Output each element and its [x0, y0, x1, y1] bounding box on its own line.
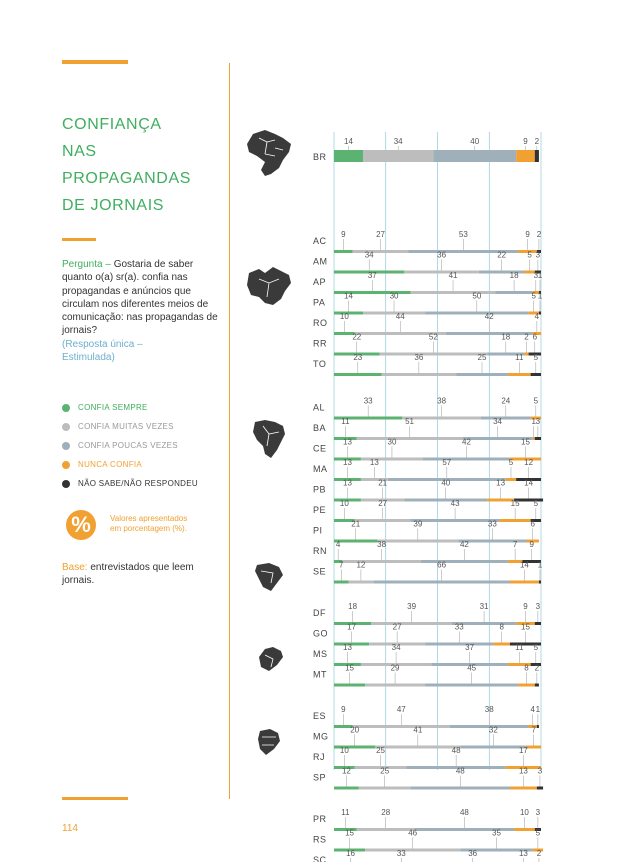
data-label: 32: [488, 725, 498, 735]
bar-segment: [365, 684, 425, 687]
bar-segment: [404, 271, 479, 274]
data-label: 13: [369, 458, 379, 467]
row-label: PI: [313, 525, 323, 536]
data-label: 43: [450, 499, 460, 508]
data-label: 36: [414, 353, 424, 362]
row-label: MA: [313, 464, 328, 474]
data-label: 35: [492, 828, 501, 838]
bar-segment: [411, 787, 510, 790]
data-label: 37: [465, 643, 475, 652]
row-label: PE: [313, 505, 327, 515]
data-label: 13: [343, 437, 352, 447]
bar-segment: [357, 437, 463, 440]
data-label: 5: [533, 353, 539, 362]
data-label: 38: [437, 396, 447, 406]
bar-segment: [334, 787, 359, 790]
legend-label: NÃO SABE/NÃO RESPONDEU: [78, 479, 198, 488]
row-label: TO: [313, 359, 327, 369]
row-label: CE: [313, 443, 327, 454]
bar-segment: [355, 519, 411, 522]
data-label: 7: [339, 560, 344, 570]
data-label: 33: [487, 519, 497, 529]
bar-segment: [375, 746, 460, 749]
row-label: MS: [313, 649, 328, 659]
data-label: 50: [472, 291, 482, 301]
data-label: 6: [530, 519, 535, 529]
data-label: 24: [501, 396, 511, 406]
bar-segment: [342, 560, 421, 563]
page-number: 114: [62, 823, 78, 834]
data-label: 52: [428, 332, 438, 342]
row-label: PA: [313, 297, 326, 308]
bar-segment: [500, 519, 531, 522]
bar-segment: [510, 581, 539, 584]
data-label: 5: [533, 643, 539, 652]
data-label: 2: [536, 230, 542, 239]
data-label: 13: [496, 478, 506, 488]
data-label: 8: [524, 663, 529, 673]
data-label: 40: [470, 137, 480, 146]
bar-segment: [377, 540, 458, 543]
data-label: 13: [343, 478, 352, 488]
bar-segment: [411, 291, 496, 294]
bar-segment: [359, 787, 411, 790]
bar-segment: [539, 312, 541, 315]
data-label: 3: [535, 602, 541, 611]
data-label: 37: [367, 271, 377, 280]
row-label: RR: [313, 338, 327, 349]
data-label: 17: [347, 622, 357, 632]
legend-label: CONFIA POUCAS VEZES: [78, 441, 178, 450]
row-label: RJ: [313, 752, 325, 762]
data-label: 9: [523, 137, 528, 146]
bar-segment: [446, 332, 533, 335]
row-label: AM: [313, 256, 328, 267]
row-label: GO: [313, 628, 329, 639]
data-label: 34: [393, 137, 403, 146]
row-label: BR: [313, 152, 327, 162]
question-note: (Resposta única – Estimulada): [62, 338, 143, 364]
question-text: Gostaria de saber quanto o(a) sr(a). confia nas propagandas e anúncios que circulam nos diferentes meios de comunicação: nas propagandas de jornais?: [62, 259, 218, 337]
data-label: 5: [531, 291, 536, 301]
bar-segment: [357, 828, 415, 831]
data-label: 13: [343, 643, 352, 652]
row-label: RN: [313, 546, 327, 556]
data-label: 2: [534, 137, 540, 146]
data-label: 15: [521, 437, 530, 447]
data-label: 12: [341, 766, 351, 776]
row-label: PR: [313, 814, 327, 824]
bar-segment: [353, 250, 409, 253]
data-label: 14: [344, 137, 353, 146]
data-label: 7: [531, 725, 536, 735]
data-label: 46: [408, 828, 418, 838]
bar-segment: [516, 150, 535, 162]
bar-segment: [535, 622, 541, 625]
bar-segment: [510, 787, 537, 790]
data-label: 44: [395, 312, 405, 321]
data-label: 21: [351, 519, 361, 529]
data-label: 3: [535, 417, 541, 426]
bar-segment: [514, 828, 535, 831]
data-label: 15: [521, 622, 530, 632]
legend-label: CONFIA MUITAS VEZES: [78, 422, 174, 431]
data-label: 16: [346, 849, 356, 858]
row-label: ES: [313, 711, 327, 721]
bar-segment: [460, 746, 526, 749]
data-label: 9: [341, 230, 346, 239]
row-label: SC: [313, 855, 327, 862]
row-label: MT: [313, 669, 327, 680]
data-label: 57: [442, 458, 452, 467]
row-label: MG: [313, 731, 329, 742]
data-label: 30: [389, 291, 399, 301]
data-label: 12: [356, 560, 366, 570]
data-label: 11: [515, 353, 524, 362]
data-label: 39: [407, 602, 417, 611]
data-label: 8: [499, 622, 504, 632]
data-label: 27: [376, 230, 386, 239]
bar-segment: [411, 519, 500, 522]
data-label: 14: [519, 560, 529, 570]
data-label: 10: [339, 746, 349, 755]
data-label: 5: [508, 458, 514, 467]
page-title: CONFIANÇA NAS PROPAGANDAS DE JORNAIS: [62, 116, 191, 214]
data-label: 36: [468, 849, 478, 858]
data-label: 13: [518, 849, 528, 858]
data-label: 18: [348, 602, 358, 611]
bar-segment: [334, 150, 363, 162]
data-label: 4: [530, 705, 535, 714]
data-label: 45: [467, 663, 477, 673]
data-label: 25: [380, 766, 390, 776]
bar-segment: [535, 437, 541, 440]
data-label: 15: [345, 828, 354, 838]
data-label: 10: [519, 808, 529, 817]
data-label: 15: [510, 499, 520, 508]
data-label: 33: [363, 396, 373, 406]
bar-segment: [404, 499, 487, 502]
data-label: 25: [376, 746, 386, 755]
data-label: 40: [441, 478, 451, 488]
data-label: 10: [339, 312, 349, 321]
data-label: 66: [437, 560, 447, 570]
data-label: 14: [524, 478, 534, 488]
data-label: 2: [534, 663, 540, 673]
legend-label: CONFIA SEMPRE: [78, 403, 148, 412]
row-label: SE: [313, 566, 327, 577]
data-label: 48: [455, 766, 465, 776]
data-label: 1: [535, 705, 541, 714]
data-label: 3: [533, 271, 539, 280]
row-label: AL: [313, 402, 326, 413]
data-label: 33: [396, 849, 406, 858]
data-label: 34: [364, 250, 374, 260]
data-label: 11: [515, 643, 524, 652]
bar-segment: [524, 353, 528, 356]
data-label: 6: [532, 332, 538, 342]
data-label: 28: [381, 808, 391, 817]
data-label: 23: [353, 353, 363, 362]
data-label: 10: [339, 499, 349, 508]
bar-segment: [535, 684, 539, 687]
bar-segment: [425, 643, 493, 646]
data-label: 3: [535, 808, 541, 817]
bar-segment: [334, 581, 348, 584]
data-label: 41: [413, 725, 423, 735]
data-label: 48: [459, 808, 469, 817]
row-label: AC: [313, 236, 327, 246]
data-label: 1: [537, 271, 543, 280]
bar-segment: [380, 353, 488, 356]
bar-segment: [425, 684, 518, 687]
data-label: 4: [335, 540, 341, 549]
data-label: 42: [462, 437, 471, 447]
data-label: 2: [536, 849, 542, 858]
data-label: 53: [458, 230, 468, 239]
bar-segment: [456, 373, 508, 376]
data-label: 22: [497, 250, 507, 260]
data-label: 34: [493, 417, 502, 426]
bar-segment: [371, 622, 452, 625]
bar-segment: [334, 250, 353, 253]
bar-segment: [433, 150, 516, 162]
data-label: 33: [454, 622, 464, 632]
data-label: 9: [341, 705, 346, 714]
bar-segment: [531, 373, 541, 376]
question-label: Pergunta –: [62, 259, 111, 270]
data-label: 42: [484, 312, 494, 321]
bar-segment: [493, 643, 510, 646]
data-label: 27: [392, 622, 402, 632]
row-label: RO: [313, 318, 328, 328]
data-label: 3: [537, 766, 543, 776]
data-label: 11: [341, 417, 350, 426]
data-label: 5: [533, 396, 539, 406]
bar-segment: [334, 684, 365, 687]
data-label: 17: [518, 746, 528, 755]
row-label: AP: [313, 277, 327, 287]
bar-segment: [527, 746, 541, 749]
data-label: 7: [512, 540, 518, 549]
bar-segment: [495, 291, 532, 294]
bar-segment: [373, 581, 510, 584]
bar-segment: [348, 581, 373, 584]
data-label: 42: [459, 540, 469, 549]
row-label: RS: [313, 834, 327, 845]
bar-segment: [535, 150, 539, 162]
base-text: entrevistados que leem jornais.: [62, 562, 194, 586]
bar-segment: [423, 458, 510, 461]
data-label: 13: [343, 458, 352, 467]
row-label: BA: [313, 423, 327, 433]
bar-segment: [353, 725, 450, 728]
bar-segment: [533, 437, 535, 440]
data-label: 5: [533, 499, 539, 508]
data-label: 18: [501, 332, 511, 342]
bar-segment: [402, 417, 481, 420]
data-label: 51: [405, 417, 415, 426]
data-label: 1: [537, 291, 543, 301]
data-label: 20: [350, 725, 360, 735]
data-label: 4: [534, 312, 540, 321]
bar-segment: [539, 581, 541, 584]
data-label: 31: [479, 602, 489, 611]
data-label: 14: [344, 291, 353, 301]
bar-segment: [481, 417, 531, 420]
data-label: 9: [523, 602, 528, 611]
data-label: 36: [437, 250, 447, 260]
data-label: 3: [535, 250, 541, 260]
bar-segment: [382, 373, 457, 376]
bar-segment: [508, 373, 531, 376]
data-label: 30: [387, 437, 397, 447]
bar-segment: [506, 478, 516, 481]
data-label: 15: [345, 663, 354, 673]
data-label: 34: [391, 643, 401, 652]
bar-segment: [334, 540, 377, 543]
bar-segment: [518, 684, 535, 687]
row-label: PB: [313, 484, 327, 495]
data-label: 25: [477, 353, 487, 362]
data-label: 9: [529, 540, 534, 549]
data-label: 41: [448, 271, 458, 280]
data-label: 38: [484, 705, 494, 714]
bar-segment: [425, 312, 528, 315]
gridlines: [334, 132, 541, 770]
data-label: 47: [396, 705, 406, 714]
data-label: 5: [527, 250, 532, 260]
data-label: 11: [341, 808, 350, 817]
row-label: DF: [313, 608, 326, 618]
bar-segment: [537, 787, 543, 790]
data-label: 48: [451, 746, 461, 755]
data-label: 1: [537, 560, 543, 570]
bar-segment: [363, 312, 425, 315]
base-label: Base:: [62, 562, 88, 573]
bar-segment: [365, 849, 460, 852]
bar-segment: [421, 560, 508, 563]
bars: [313, 137, 543, 862]
percent-note: Valores apresentados em porcentagem (%).: [110, 514, 188, 533]
data-label: 22: [352, 332, 362, 342]
data-label: 27: [378, 499, 388, 508]
data-label: 39: [413, 519, 423, 529]
data-label: 13: [518, 766, 528, 776]
data-label: 38: [377, 540, 387, 549]
data-label: 5: [535, 828, 541, 838]
data-label: 18: [509, 271, 519, 280]
bar-segment: [334, 373, 382, 376]
bar-segment: [537, 725, 539, 728]
percent-icon: %: [66, 510, 96, 540]
data-label: 21: [378, 478, 388, 488]
data-label: 1: [531, 417, 536, 426]
data-label: 29: [390, 663, 400, 673]
data-label: 2: [524, 332, 529, 342]
legend-label: NUNCA CONFIA: [78, 460, 143, 469]
bar-segment: [363, 150, 433, 162]
data-label: 9: [525, 230, 530, 239]
row-label: SP: [313, 772, 327, 783]
data-label: 12: [524, 458, 534, 467]
